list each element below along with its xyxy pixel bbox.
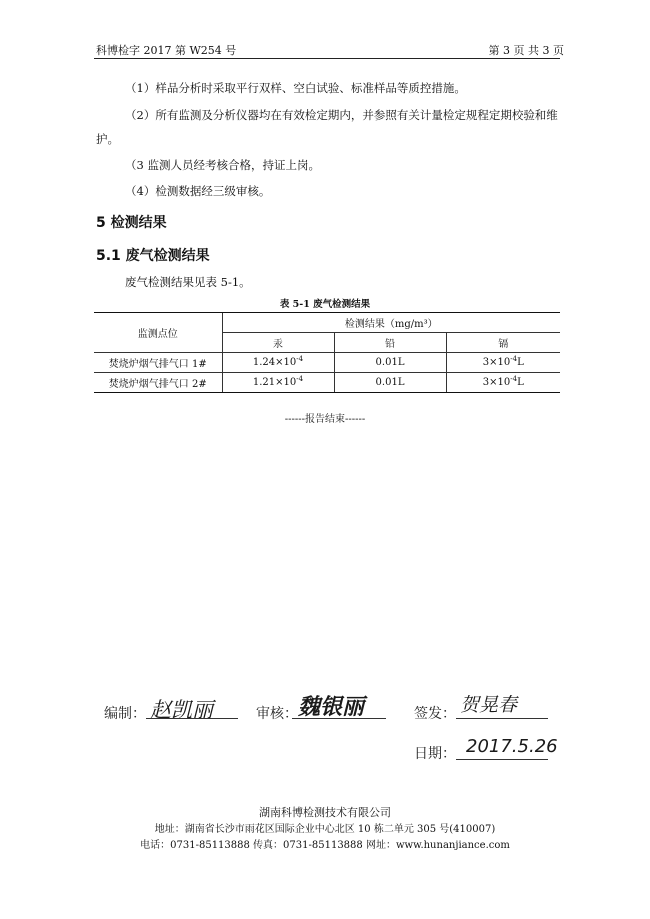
date-handwritten: 2017.5.26 [466,736,558,757]
row1-lead: 0.01L [334,353,446,373]
header-result: 检测结果（mg/m³） [222,313,560,333]
row1-point: 焚烧炉烟气排气口 1# [94,353,222,373]
issuer-signature: 贺晃春 [460,694,518,716]
reviewer-signature-line [292,718,386,719]
report-number: 科博检字 2017 第 W254 号 [96,44,237,57]
date-label: 日期： [414,746,456,762]
header-cadmium: 镉 [446,333,560,353]
qc-item-2: （2）所有监测及分析仪器均在有效检定期内，并参照有关计量检定规程定期校验和维 [125,108,558,122]
editor-label: 编制： [104,706,146,722]
section-5-heading: 5 检测结果 [96,215,167,231]
qc-item-4: （4）检测数据经三级审核。 [125,184,271,198]
table-intro: 废气检测结果见表 5-1。 [125,275,251,289]
issuer-label: 签发： [414,706,456,722]
table-caption: 表 5-1 废气检测结果 [279,299,371,310]
header-lead: 铅 [334,333,446,353]
row1-mercury: $1.24\times 10^{-4}$ [222,353,334,373]
report-end-note: ------报告结束------ [284,414,366,425]
results-table [94,312,560,393]
footer-address: 地址：湖南省长沙市雨花区国际企业中心北区 10 栋二单元 305 号(410007) [154,824,496,835]
row1-cadmium: $3\times 10^{-4}L$ [446,353,560,373]
row2-cadmium: $3\times 10^{-4}L$ [446,373,560,393]
editor-signature: 赵凯丽 [150,698,213,722]
issuer-signature-line [456,718,548,719]
header-monitoring-point: 监测点位 [94,313,222,353]
date-line [456,759,548,760]
qc-item-3: （3 监测人员经考核合格，持证上岗。 [125,158,320,172]
row2-lead: 0.01L [334,373,446,393]
section-5-1-heading: 5.1 废气检测结果 [96,248,210,264]
editor-signature-line [146,718,238,719]
row2-point: 焚烧炉烟气排气口 2# [94,373,222,393]
page-indicator: 第 3 页 共 3 页 [488,44,564,57]
qc-item-1: （1）样品分析时采取平行双样、空白试验、标准样品等质控措施。 [125,81,466,95]
header-mercury: 汞 [222,333,334,353]
header-divider [94,58,560,59]
footer-company: 湖南科博检测技术有限公司 [259,806,391,819]
qc-item-2-cont: 护。 [96,132,119,146]
row2-mercury: $1.21\times 10^{-4}$ [222,373,334,393]
footer-contact: 电话：0731-85113888 传真：0731-85113888 网址：www.hunanjiance.com [140,840,510,851]
reviewer-signature: 魏银丽 [298,695,365,720]
reviewer-label: 审核： [256,706,298,722]
